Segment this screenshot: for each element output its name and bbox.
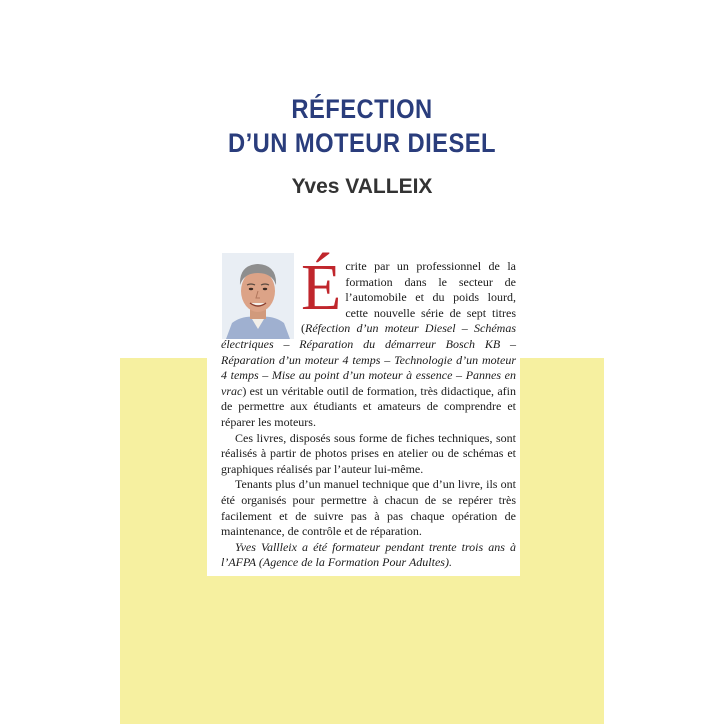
blurb-text xyxy=(221,251,516,571)
drop-cap: É xyxy=(301,251,342,324)
blurb-paragraph-4 xyxy=(221,540,516,571)
portrait-spacer xyxy=(221,259,301,335)
title-line-2: D’UN MOTEUR DIESEL xyxy=(228,128,496,158)
blurb-paragraph-3: Tenants plus d’un manuel technique que d’un livre, ils ont été organisés pour permettre à chacun de se repérer très facilement et de suivre pas à pas chaque opération de maintenance, de contrôle et de réparation. xyxy=(221,477,516,539)
title-line-1: RÉFECTION xyxy=(291,94,433,124)
book-title xyxy=(149,92,575,160)
author-name: Yves VALLEIX xyxy=(291,175,433,198)
blurb-p4-text: Yves Vallleix a été formateur pendant trente trois ans à l’AFPA (Agence de la Formation Pour Adultes). xyxy=(221,539,516,570)
blurb-p1-titles: Réfection d’un moteur Diesel – Schémas électriques – Réparation du démarreur Bosch KB – Réparation d’un moteur 4 temps – Technologie d’un moteur 4 temps – Mise au point d’un moteur à essence – Pannes en vrac xyxy=(221,321,516,398)
blurb-p1-start: crite par un professionnel de la formation dans le secteur de l’automobile et du poids lourd, cette nouvelle série de sept titres ( xyxy=(301,259,516,336)
blurb-box xyxy=(207,243,520,576)
blurb-p1-end: ) est un véritable outil de formation, très didactique, afin de permettre aux étudiants et amateurs de comprendre et réparer les moteurs. xyxy=(221,383,516,429)
blurb-paragraph-2: Ces livres, disposés sous forme de fiches techniques, sont réalisés à partir de photos prises en atelier ou de schémas et graphiques réalisés par l’auteur lui-même. xyxy=(221,430,516,476)
